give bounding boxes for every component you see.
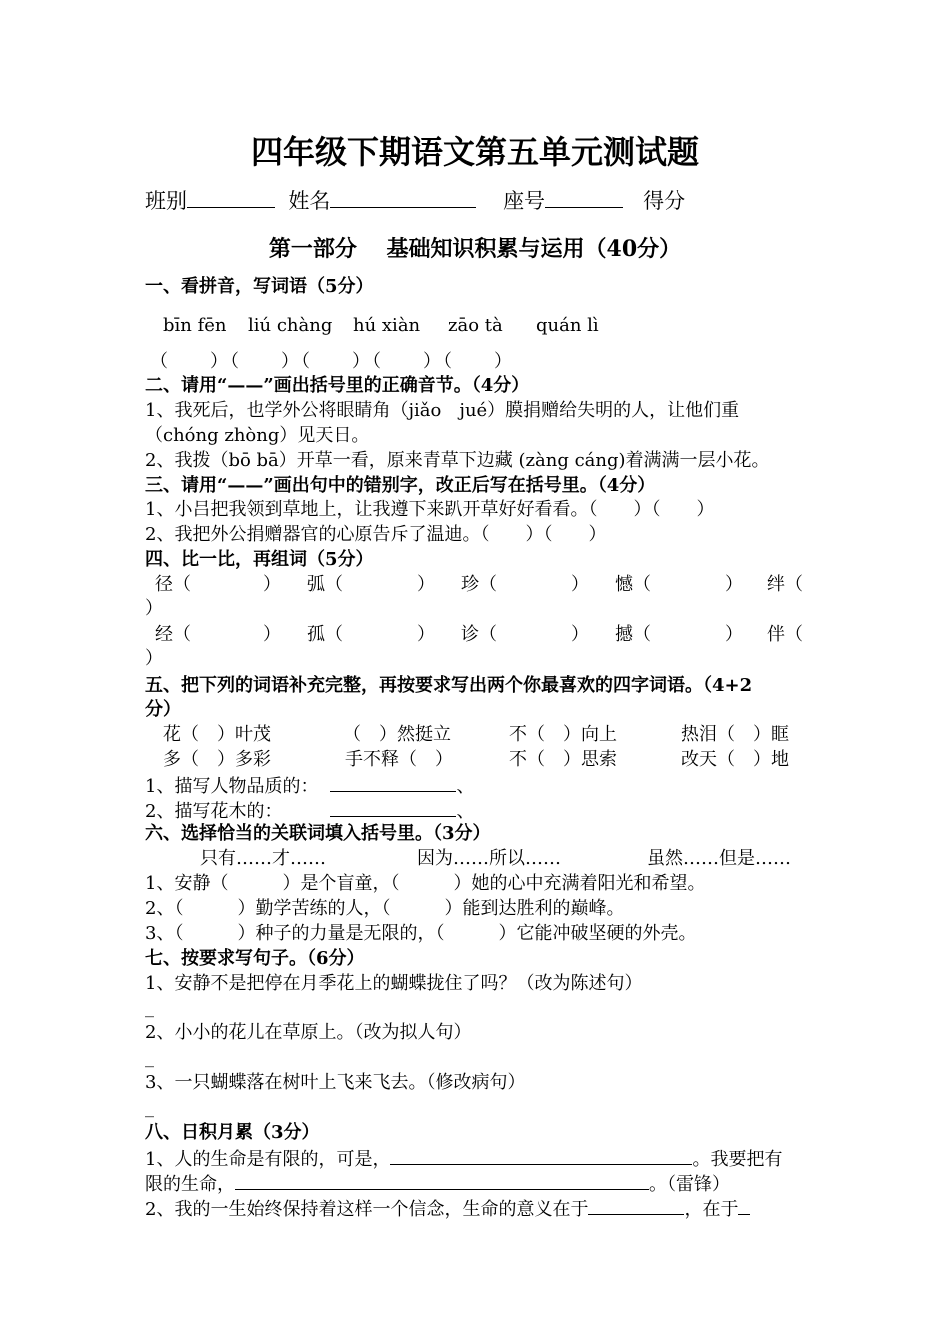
question-line (145, 1171, 730, 1197)
section-5-heading-cont: 分） (145, 699, 181, 720)
question-text: 1、人的生命是有限的，可是， (145, 1149, 391, 1170)
compare-char: 诊（ (461, 624, 497, 645)
section-2-heading: 二、请用“——”画出括号里的正确音节。（4分） (145, 375, 530, 396)
section-6-heading: 六、选择恰当的关联词填入括号里。（3分） (145, 823, 491, 844)
idiom-item: 改天（ ）地 (681, 749, 789, 770)
part-one-heading: 第一部分 基础知识积累与运用（40分） (268, 236, 682, 262)
compare-close: ） (571, 574, 589, 595)
compare-char: 径（ (155, 574, 191, 595)
question-line: 2、（ ）勤学苦练的人，（ ）能到达胜利的巅峰。 (145, 898, 625, 919)
question-text: 限的生命， (145, 1174, 235, 1195)
separator: 、 (456, 776, 475, 797)
compare-char: 孤（ (307, 624, 343, 645)
question-line: 1、安静（ ）是个盲童，（ ）她的心中充满着阳光和希望。 (145, 873, 706, 894)
compare-char: 绊（ (767, 574, 803, 595)
answer-blank[interactable] (390, 1146, 692, 1165)
compare-close: ） (145, 598, 163, 619)
pinyin-item: bīn fēn (163, 315, 227, 336)
seat-field[interactable] (545, 189, 623, 208)
page-title: 四年级下期语文第五单元测试题 (250, 133, 699, 171)
name-label: 姓名 (288, 189, 331, 213)
conjunction-option: 虽然……但是…… (647, 848, 791, 869)
compare-char: 珍（ (461, 574, 497, 595)
compare-close: ） (417, 574, 435, 595)
question-line: 3、一只蝴蝶落在树叶上飞来飞去。（修改病句） (145, 1072, 526, 1093)
question-line: 2、我把外公捐赠器官的心原告斥了温迪。（ ）（ ） (145, 524, 607, 545)
question-line: 2、小小的花儿在草原上。（改为拟人句） (145, 1022, 472, 1043)
name-field[interactable] (330, 189, 476, 208)
compare-char: 撼（ (615, 624, 651, 645)
compare-char: 伴（ (767, 624, 803, 645)
pinyin-item: hú xiàn (353, 315, 421, 336)
question-text: 。（雷锋） (649, 1174, 730, 1195)
section-8-heading: 八、日积月累（3分） (145, 1122, 320, 1143)
answer-brackets[interactable]: （ ）（ ）（ ）（ ）（ ） (150, 351, 514, 372)
question-text: 。我要把有 (692, 1149, 783, 1170)
compare-close: ） (263, 574, 281, 595)
question-label: 1、描写人物品质的： (145, 776, 319, 797)
answer-blank[interactable]: _ (145, 1047, 154, 1068)
seat-label: 座号 (503, 189, 546, 213)
question-line: 1、小吕把我领到草地上，让我遵下来趴开草好好看看。（ ）（ ） (145, 499, 715, 520)
idiom-item: 花（ ）叶茂 (163, 724, 271, 745)
idiom-item: 不（ ）思索 (509, 749, 617, 770)
compare-close: ） (417, 624, 435, 645)
compare-char: 憾（ (615, 574, 651, 595)
question-line: 3、（ ）种子的力量是无限的，（ ）它能冲破坚硬的外壳。 (145, 923, 697, 944)
answer-line (145, 798, 474, 824)
question-line: 1、安静不是把停在月季花上的蝴蝶拢住了吗？（改为陈述句） (145, 973, 643, 994)
question-line (145, 1196, 750, 1222)
compare-char: 经（ (155, 624, 191, 645)
answer-blank[interactable] (330, 798, 456, 817)
question-label: 2、描写花木的： (145, 801, 283, 822)
class-label: 班别 (145, 189, 187, 213)
conjunction-option: 因为……所以…… (417, 848, 561, 869)
answer-blank[interactable] (235, 1171, 649, 1190)
answer-blank[interactable]: _ (145, 1097, 154, 1118)
section-5-heading: 五、把下列的词语补充完整，再按要求写出两个你最喜欢的四字词语。（4+2 (145, 675, 753, 696)
compare-close: ） (145, 648, 163, 669)
conjunction-option: 只有……才…… (200, 848, 326, 869)
section-1-heading: 一、看拼音，写词语（5分） (145, 276, 374, 297)
separator: 、 (456, 801, 475, 822)
compare-close: ） (725, 574, 743, 595)
answer-blank[interactable] (330, 773, 456, 792)
question-line: 2、我拨（bō bā）开草一看，原来青草下边藏 (zàng cáng)着满满一层小花。 (145, 450, 770, 471)
idiom-item: 手不释（ ） (345, 749, 453, 770)
compare-close: ） (263, 624, 281, 645)
answer-blank[interactable] (738, 1196, 750, 1215)
idiom-item: 不（ ）向上 (509, 724, 617, 745)
answer-blank[interactable] (588, 1196, 684, 1215)
answer-line (145, 773, 474, 799)
question-text: 2、我的一生始终保持着这样一个信念，生命的意义在于 (145, 1199, 589, 1220)
question-text: ，在于 (684, 1199, 739, 1220)
compare-close: ） (725, 624, 743, 645)
pinyin-item: quán lì (536, 315, 599, 336)
section-7-heading: 七、按要求写句子。（6分） (145, 948, 365, 969)
idiom-item: 热泪（ ）眶 (681, 724, 789, 745)
student-info-line (145, 188, 685, 214)
pinyin-item: zāo tà (448, 315, 503, 336)
section-3-heading: 三、请用“——”画出句中的错别字，改正后写在括号里。（4分） (145, 475, 656, 496)
class-field[interactable] (187, 189, 275, 208)
question-line: （chóng zhòng）见天日。 (145, 425, 370, 446)
idiom-item: （ ）然挺立 (343, 724, 451, 745)
compare-close: ） (571, 624, 589, 645)
question-line (145, 1146, 782, 1172)
section-4-heading: 四、比一比，再组词（5分） (145, 549, 374, 570)
answer-blank[interactable]: _ (145, 997, 154, 1018)
idiom-item: 多（ ）多彩 (163, 749, 271, 770)
pinyin-item: liú chàng (248, 315, 333, 336)
score-label: 得分 (643, 189, 686, 213)
question-line: 1、我死后，也学外公将眼睛角（jiǎo jué）膜捐赠给失明的人，让他们重 (145, 400, 740, 421)
compare-char: 弧（ (307, 574, 343, 595)
